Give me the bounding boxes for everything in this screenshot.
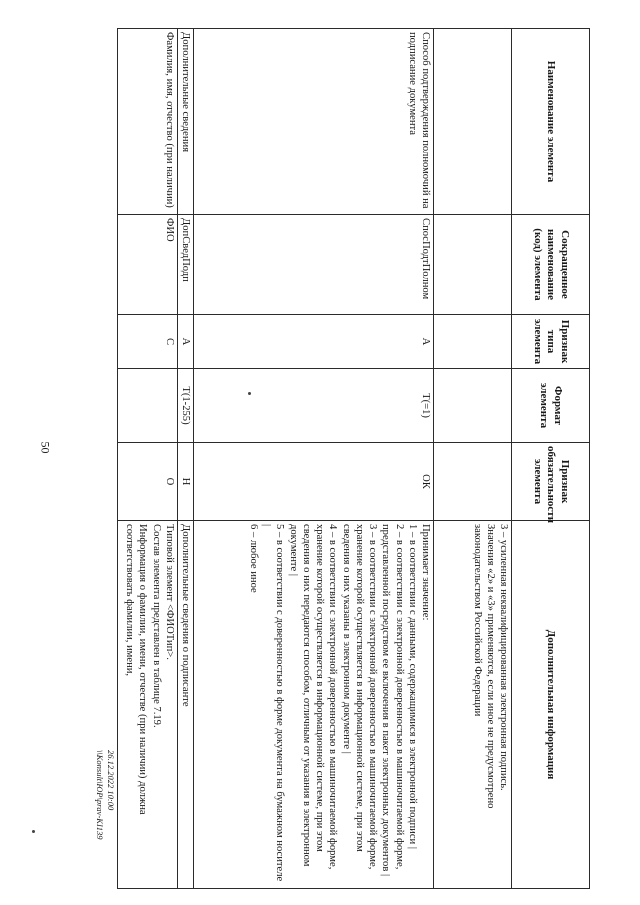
cell-type: С — [117, 315, 177, 369]
info-line: 2 – в соответствии с электронной доверенностью в машиночитаемой форме, представленной посредством ее включения в пакет электронных документов | — [380, 524, 405, 877]
header-info: Дополнительная информация — [512, 521, 590, 889]
scan-speck — [248, 392, 251, 395]
info-line: 3 – в соответствии с электронной доверенностью в машиночитаемой форме, хранение которой осуществляется в информационной системе, при этом сведения о них указаны в электронном документе | — [340, 524, 379, 870]
cell-type — [434, 315, 512, 369]
table-row — [434, 29, 512, 889]
table-row — [177, 29, 193, 889]
cell-code: ДопСведПодп — [177, 215, 193, 315]
cell-name: Фамилия, имя, отчество (при наличии) — [117, 29, 177, 215]
cell-code: ФИО — [117, 215, 177, 315]
info-line: 3 – усиленная неквалифицированная электронная подпись. — [498, 524, 509, 791]
table-row — [194, 29, 434, 889]
elements-table — [117, 28, 590, 889]
info-line: 1 – в соответствии с данными, содержащимися в электронной подписи | — [406, 524, 418, 849]
cell-format: T(=1) — [194, 369, 434, 443]
cell-required: Н — [177, 443, 193, 521]
cell-info — [177, 521, 193, 889]
cell-code: СпосПодтПолном — [194, 215, 434, 315]
table-header-row — [512, 29, 590, 889]
table-row — [117, 29, 177, 889]
header-name: Наименование элемента — [512, 29, 590, 215]
cell-name — [434, 29, 512, 215]
cell-type: А — [194, 315, 434, 369]
cell-type: А — [177, 315, 193, 369]
info-line: Типовой элемент <ФИОТип>. — [163, 524, 175, 660]
cell-required: О — [117, 443, 177, 521]
info-line: 4 – в соответствии с электронной доверенностью в машиночитаемой форме, хранение которой осуществляется в информационной системе, при этом сведения о них передаются способом, отличным от указания в электронном документе | — [287, 524, 339, 870]
cell-required: ОК — [194, 443, 434, 521]
info-line: 5 – в соответствии с доверенностью в форме документа на бумажном носителе | — [261, 524, 286, 882]
header-format: Формат элемента — [512, 369, 590, 443]
cell-name: Дополнительные сведения — [177, 29, 193, 215]
cell-info — [117, 521, 177, 889]
info-line: Состав элемента представлен в таблице 7.19. — [150, 524, 162, 728]
cell-info — [434, 521, 512, 889]
rotated-table-area — [120, 28, 590, 888]
info-line: Дополнительные сведения о подписанте — [180, 524, 191, 707]
info-line: Значения «2» и «3» применяются, если иное не предусмотрено законодательством Российской Федерации — [471, 524, 496, 809]
page-number: 50 — [38, 441, 53, 454]
cell-format: T(1-255) — [177, 369, 193, 443]
info-line: Принимает значение: — [420, 524, 431, 621]
info-line: Информация о фамилии, имени, отчестве (при наличии) должна соответствовать фамилии, имени, — [124, 524, 149, 815]
cell-name: Способ подтверждения полномочий на подписание документа — [194, 29, 434, 215]
header-type: Признак типа элемента — [512, 315, 590, 369]
stamp-file: \\Konsult\ЮР\prav-KI139 — [95, 750, 105, 840]
cell-format — [434, 369, 512, 443]
scan-speck — [32, 830, 35, 833]
cell-format — [117, 369, 177, 443]
header-code: Сокращенное наименование (код) элемента — [512, 215, 590, 315]
header-required: Признак обязательности элемента — [512, 443, 590, 521]
cell-code — [434, 215, 512, 315]
stamp-date: 26.12.2022 10:00 — [106, 750, 116, 811]
cell-info — [194, 521, 434, 889]
info-line: 6 – любое иное — [247, 524, 259, 593]
cell-required — [434, 443, 512, 521]
